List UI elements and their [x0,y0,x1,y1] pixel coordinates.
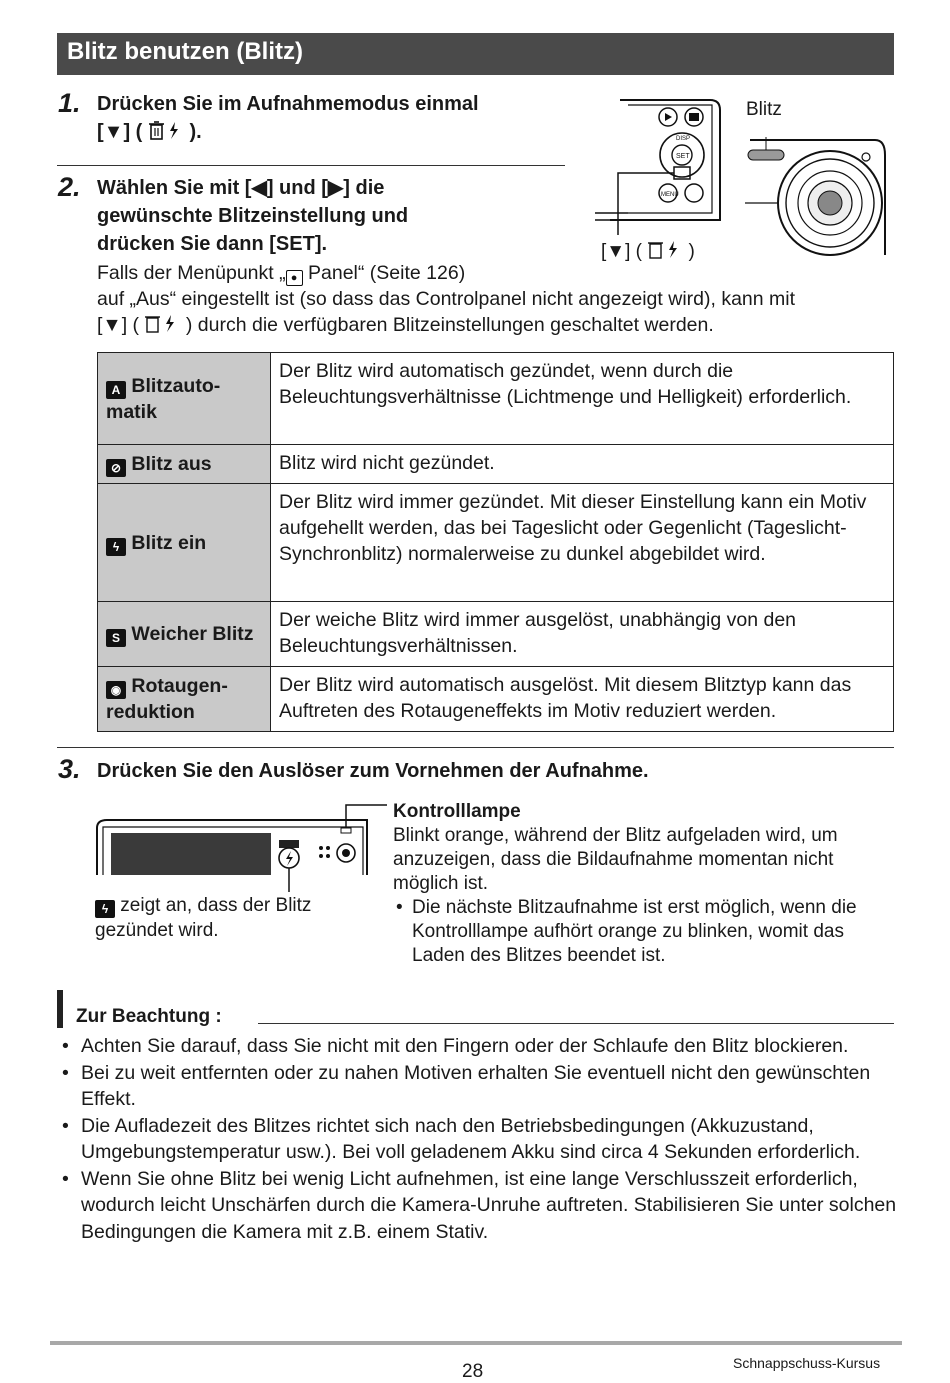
step-1-close: ). [189,121,202,143]
step-2-note [97,260,897,338]
mode-name-cell [98,667,271,732]
note-text-c: ) durch die verfügbaren Blitzeinstellungen geschaltet werden. [185,314,714,336]
notes-title: Zur Beachtung : [76,1006,222,1027]
lamp-description: Blinkt orange, während der Blitz aufgeladen wird, um anzuzeigen, dass die Bildaufnahme momentan nicht möglich ist. [393,825,838,894]
trash-flash-icon [647,238,683,260]
table-row [98,445,894,484]
lamp-bullet [393,896,893,968]
step-1-number: 1. [58,88,81,118]
step-2-note-line1 [97,260,897,286]
step-3-text: Drücken Sie den Auslöser zum Vornehmen der Aufnahme. [97,760,649,782]
mode-name: Blitzauto-matik [106,374,221,423]
mode-name-cell [98,602,271,667]
down-key-label: [▼] ( [601,241,642,262]
mode-name-cell [98,353,271,445]
step-2-note-line3 [97,312,897,338]
caption-line1: zeigt an, dass der Blitz [120,895,312,916]
notes-list [57,1033,897,1245]
mode-description: Der Blitz wird automatisch ausgelöst. Mit diesem Blitztyp kann das Auftreten des Rotaugeneffekts im Motiv reduziert werden. [271,667,894,732]
bullet-dot: • [396,897,403,918]
mode-name-cell [98,484,271,602]
step-divider [57,747,894,748]
step-2-note-line2: auf „Aus“ eingestellt ist (so dass das Controlpanel nicht angezeigt wird), kann mit [97,288,796,310]
mode-name: Blitz aus [131,453,212,475]
step-1-line1: Drücken Sie im Aufnahmemodus einmal [97,93,479,115]
mode-name: Weicher Blitz [131,623,254,645]
note-text-b: Panel“ (Seite 126) [302,262,466,284]
flash-on-icon: ϟ [106,538,126,556]
list-item: • Bei zu weit entfernten oder zu nahen Motiven erhalten Sie eventuell nicht den gewünschten Effekt. [57,1060,897,1113]
step-2-line2: gewünschte Blitzeinstellung und [97,205,409,227]
step-2-number: 2. [58,172,81,202]
trash-flash-icon [148,119,184,141]
mode-description: Der Blitz wird automatisch gezündet, wenn durch die Beleuchtungsverhältnisse (Lichtmenge und Helligkeit) erforderlich. [271,353,894,445]
svg-text:DISP: DISP [676,136,691,142]
flash-off-icon: ⊘ [106,459,126,477]
list-item: • Achten Sie darauf, dass Sie nicht mit den Fingern oder der Schlaufe den Blitz blockieren. [57,1033,897,1060]
step-2-line1: Wählen Sie mit [◀] und [▶] die [97,177,385,199]
red-eye-icon: ◉ [106,681,126,699]
svg-text:MENU: MENU [661,192,679,198]
note-text-a: Falls der Menüpunkt „ [97,262,286,284]
lamp-bullet-text: Die nächste Blitzaufnahme ist erst möglich, wenn die Kontrolllampe aufhört orange zu blinken, womit das Laden des Blitzes beendet ist. [412,897,857,966]
step-3-number: 3. [58,754,81,784]
notes-rule [258,1023,894,1024]
camera-back-illustration [95,800,395,895]
trash-flash-icon [144,312,180,334]
section-name: Schnappschuss-Kursus [733,1355,881,1371]
footer-rule [50,1341,902,1345]
page-number: 28 [462,1361,484,1382]
section-header [57,33,894,75]
step-1-line2 [97,118,567,146]
table-row [98,353,894,445]
flash-on-icon: ϟ [95,900,115,918]
lamp-info [393,800,893,968]
list-item: • Die Aufladezeit des Blitzes richtet sich nach den Betriebsbedingungen (Akkuzustand, Umgebungstemperatur usw.). Bei voll geladenem Akku sind circa 4 Sekunden erforderlich. [57,1113,897,1166]
camera-panel-icon: ● [286,270,303,286]
flash-caption [95,893,311,943]
mode-name: Rotaugen-reduktion [106,675,228,723]
table-row [98,484,894,602]
flash-modes-table [97,352,894,732]
section-title: Blitz benutzen (Blitz) [67,38,303,65]
step-2-line3: drücken Sie dann [SET]. [97,233,328,255]
mode-description: Blitz wird nicht gezündet. [271,445,894,484]
step-2-text [97,174,577,258]
mode-description: Der Blitz wird immer gezündet. Mit dieser Einstellung kann ein Motiv aufgehellt werden, das bei Tageslicht oder Gegenlicht (Tageslicht-Synchronblitz) normalerweise zu dunkel abgebildet wird. [271,484,894,602]
step-1-text [97,90,567,146]
step-divider [57,165,565,166]
step-1-key: [▼] ( [97,121,143,143]
flash-label: Blitz [746,99,782,120]
notes-marker [57,990,63,1028]
mode-name-cell [98,445,271,484]
caption-line2: gezündet wird. [95,920,219,941]
svg-text:SET: SET [676,153,690,160]
table-row [98,667,894,732]
list-item: • Wenn Sie ohne Blitz bei wenig Licht aufnehmen, ist eine lange Verschlusszeit erforderlich, wodurch leicht Unschärfen durch die Kamera-Unruhe auftreten. Stabilisieren Sie unter solchen Bedingungen die Kamera mit z.B. einem Stativ. [57,1166,897,1246]
lamp-title: Kontrolllampe [393,801,521,822]
down-key-close: ) [688,241,695,262]
note-key: [▼] ( [97,314,140,336]
mode-description: Der weiche Blitz wird immer ausgelöst, unabhängig von den Beleuchtungsverhältnissen. [271,602,894,667]
soft-flash-icon: S [106,629,126,647]
mode-name: Blitz ein [131,531,207,554]
table-row [98,602,894,667]
flash-auto-icon: A [106,381,126,399]
